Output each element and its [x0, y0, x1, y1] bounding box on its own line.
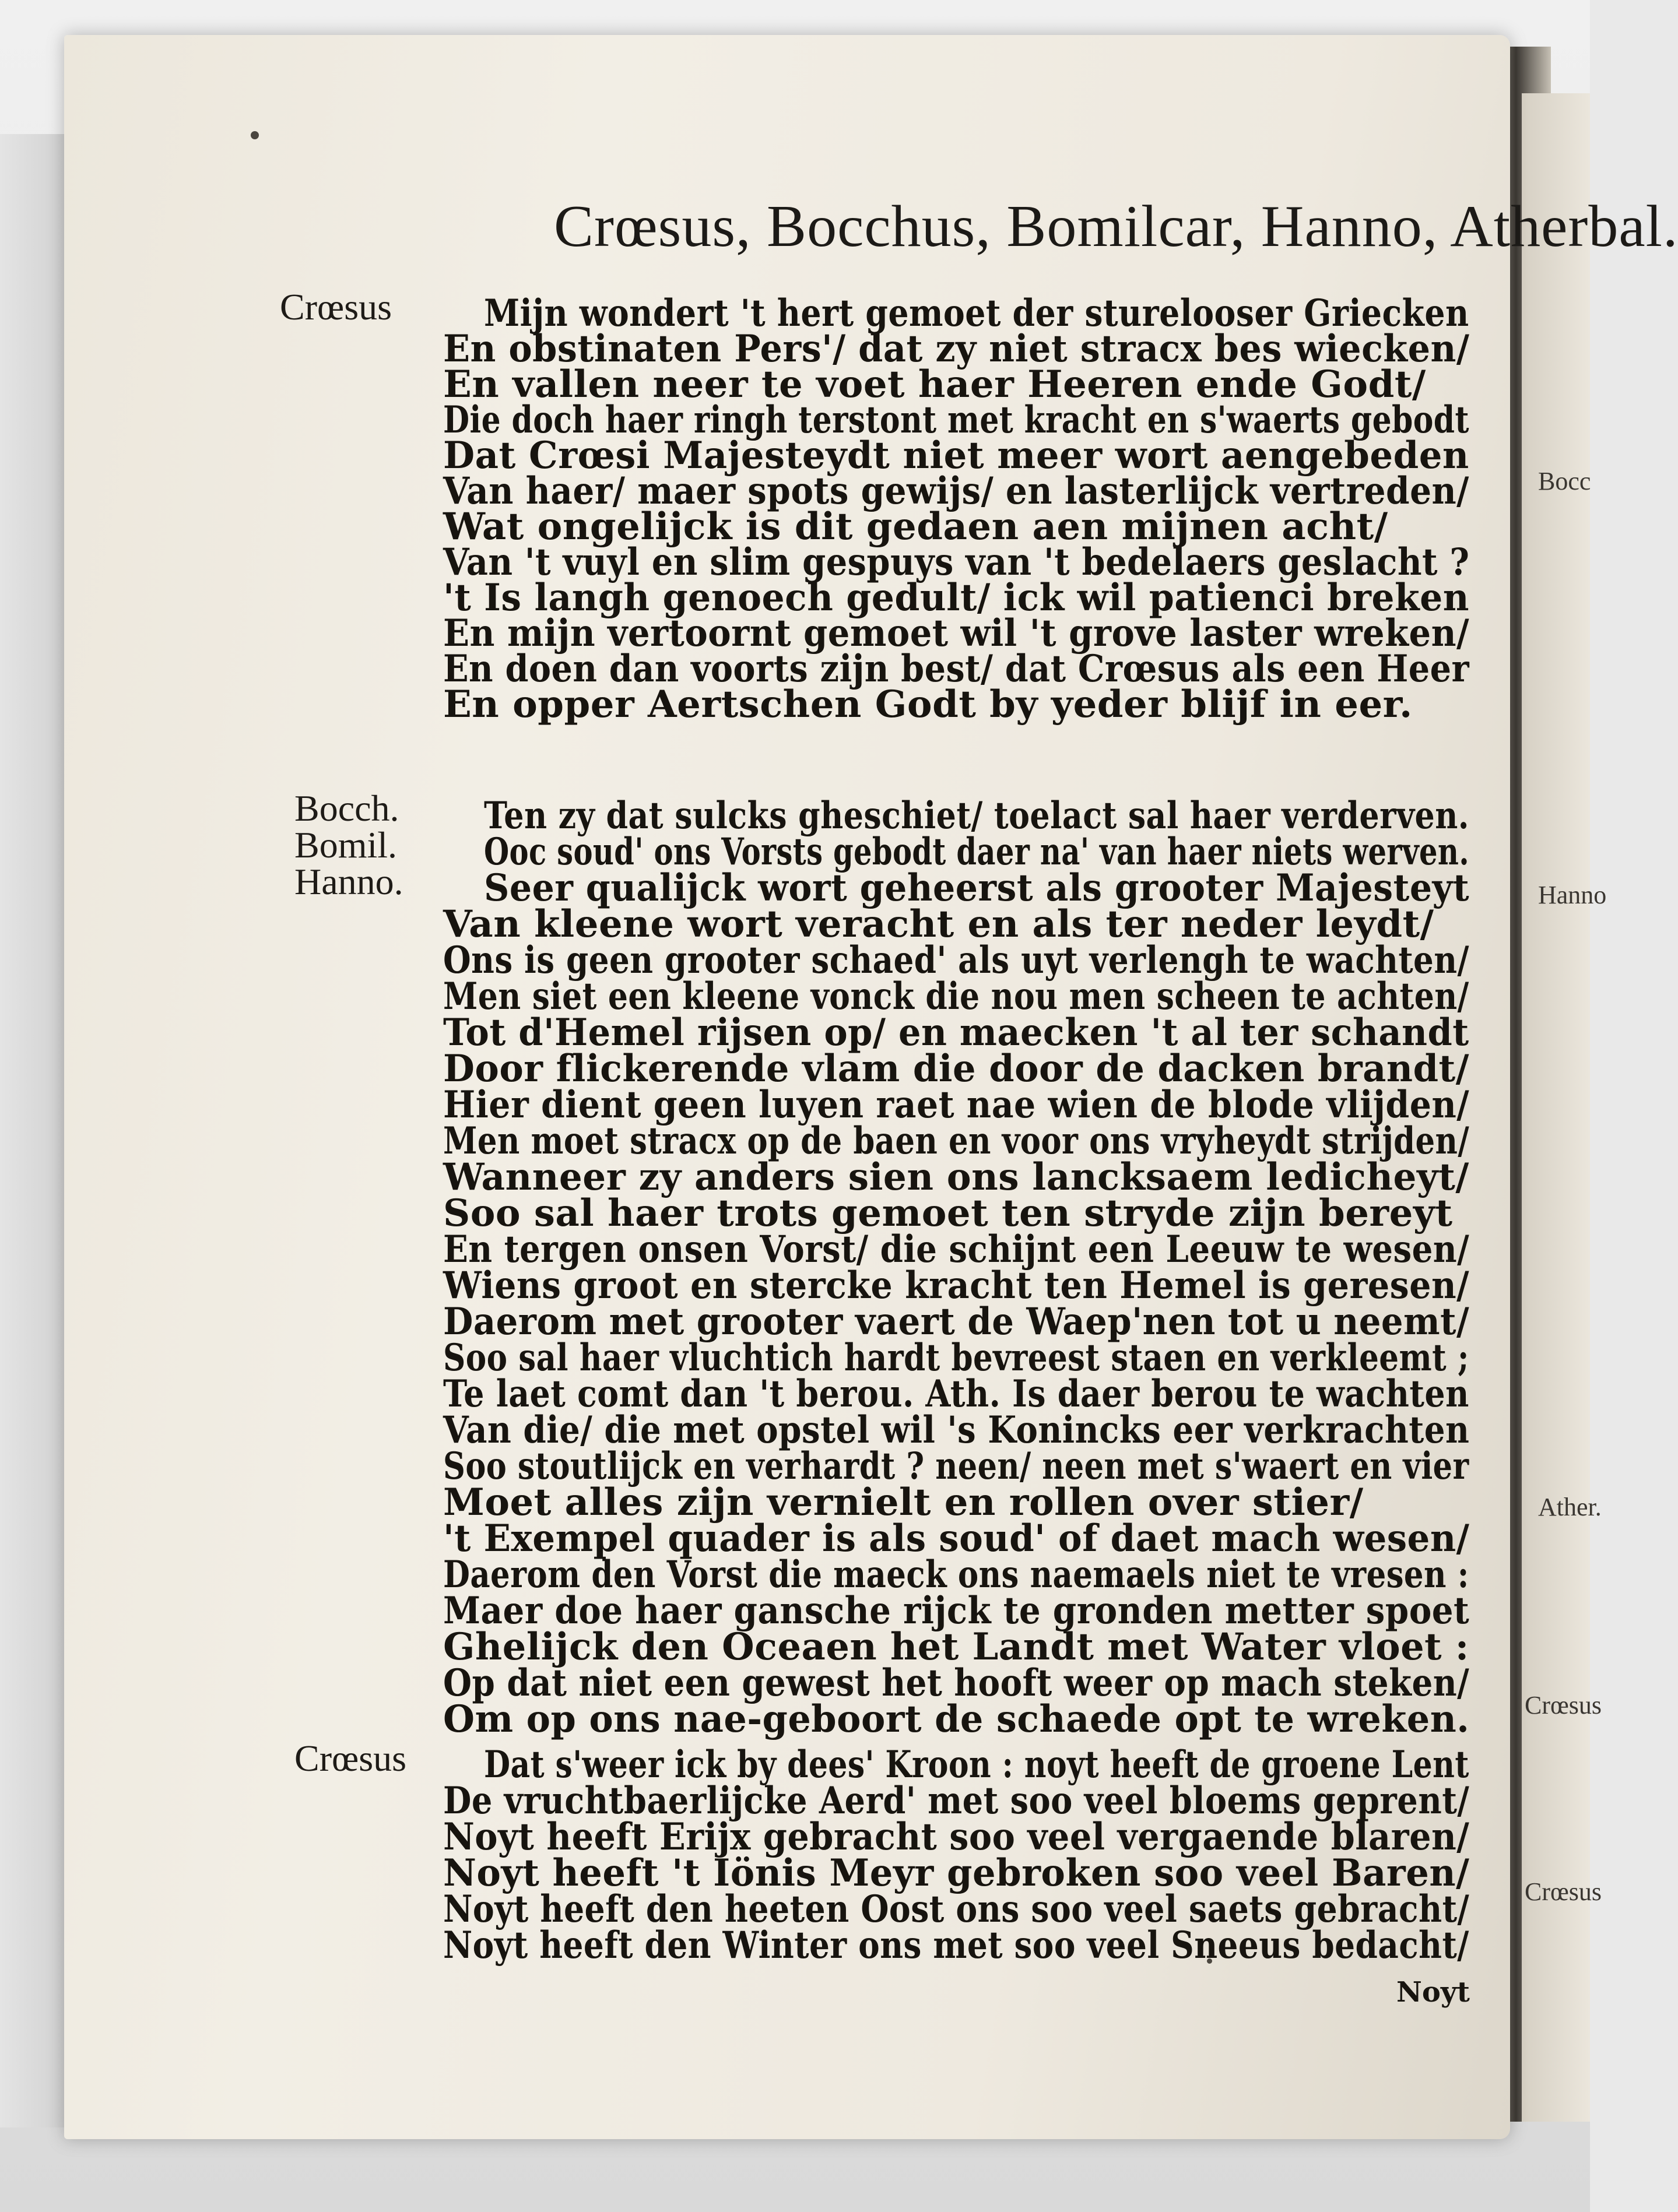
verse-line: Soo stoutlijck en verhardt ? neen/ neen met s'waert en vier [443, 1444, 1469, 1488]
ink-speck [251, 131, 259, 139]
verse-line: En tergen onsen Vorst/ die schijnt een Leeuw te wesen/ [443, 1228, 1470, 1271]
facing-page-label: Ather. [1538, 1493, 1602, 1521]
verse-line: Ons is geen grooter schaed' als uyt verlengh te wachten/ [443, 938, 1469, 982]
verse-line: Soo sal haer vluchtich hardt bevreest staen en verkleemt ; [443, 1336, 1469, 1380]
verse-line: Door flickerende vlam die door de dacken brandt/ [443, 1047, 1469, 1091]
verse-line: Dat Crœsi Majesteydt niet meer wort aengebeden [443, 434, 1469, 477]
verse-line: Wiens groot en stercke kracht ten Hemel is geresen/ [443, 1264, 1469, 1307]
verse-line: Op dat niet een gewest het hooft weer op mach steken/ [443, 1661, 1470, 1705]
verse-line: En vallen neer te voet haer Heeren ende Godt/ [443, 363, 1426, 406]
verse-line: En doen dan voorts zijn best/ dat Crœsus als een Heer [443, 647, 1470, 691]
verse-line: Van kleene wort veracht en als ter neder leydt/ [443, 902, 1434, 946]
verse-line: Tot d'Hemel rijsen op/ en maecken 't al ter schandt [443, 1011, 1469, 1054]
facing-page-label: Hanno [1538, 881, 1607, 909]
verse-line: Van haer/ maer spots gewijs/ en lasterlijck vertreden/ [443, 469, 1469, 513]
verse-line: Noyt heeft den Winter ons met soo veel Sneeus bedacht/ [443, 1923, 1469, 1967]
verse-line: Van die/ die met opstel wil 's Konincks eer verkrachten [443, 1408, 1470, 1452]
verse-line: Moet alles zijn vernielt en rollen over stier/ [443, 1480, 1364, 1524]
verse-line: Van 't vuyl en slim gespuys van 't bedelaers geslacht ? [443, 540, 1470, 584]
verse-line: Men moet stracx op de baen en voor ons vryheydt strijden/ [443, 1119, 1470, 1163]
verse-line: Men siet een kleene vonck die nou men scheen te achten/ [443, 975, 1469, 1018]
facing-page [1522, 93, 1607, 2122]
catchword: Noyt [1396, 1976, 1470, 2009]
verse-line: Wat ongelijck is dit gedaen aen mijnen acht/ [443, 505, 1388, 548]
facing-page-label: Crœsus [1525, 1691, 1602, 1719]
verse-line: En opper Aertschen Godt by yeder blijf in eer. [443, 683, 1413, 726]
facing-page-label: Crœsus [1525, 1877, 1602, 1906]
verse-line: En mijn vertoornt gemoet wil 't grove laster wreken/ [443, 611, 1470, 655]
speaker-label: Bocch. [294, 787, 399, 829]
verse-line: 't Exempel quader is als soud' of daet mach wesen/ [443, 1517, 1470, 1560]
verse-line: Soo sal haer trots gemoet ten stryde zijn bereyt [443, 1191, 1453, 1235]
verse-line: Seer qualijck wort geheerst als grooter Majesteyt [484, 866, 1470, 910]
verse-line: Maer doe haer gansche rijck te gronden metter spoet [443, 1589, 1470, 1633]
verse-line: Noyt heeft den heeten Oost ons soo veel saets gebracht/ [443, 1887, 1470, 1931]
verse-line: Ooc soud' ons Vorsts gebodt daer na' van haer niets werven. [484, 830, 1469, 874]
facing-page-label: Bocc [1538, 467, 1591, 495]
speaker-label: Hanno. [294, 861, 403, 902]
verse-line: Ghelijck den Oceaen het Landt met Water vloet : [443, 1625, 1469, 1669]
speaker-label: Crœsus [294, 1738, 407, 1779]
verse-line: Daerom den Vorst die maeck ons naemaels niet te vresen : [443, 1553, 1469, 1596]
verse-line: 't Is langh genoech gedult/ ick wil patienci breken [443, 576, 1470, 620]
verse-line: Daerom met grooter vaert de Waep'nen tot u neemt/ [443, 1300, 1470, 1344]
verse-line: Wanneer zy anders sien ons lancksaem ledicheyt/ [443, 1155, 1469, 1199]
verse-line: Die doch haer ringh terstont met kracht en s'waerts gebodt [443, 398, 1469, 442]
verse-line: En obstinaten Pers'/ dat zy niet stracx bes wiecken/ [443, 327, 1470, 371]
verse-line: Noyt heeft Erijx gebracht soo veel vergaende blaren/ [443, 1815, 1470, 1859]
running-head: Crœsus, Bocchus, Bomilcar, Hanno, Atherbal. [554, 194, 1678, 259]
verse-line: Om op ons nae-geboort de schaede opt te wreken. [443, 1697, 1470, 1741]
verse-line: Dat s'weer ick by dees' Kroon : noyt heeft de groene Lent [484, 1743, 1469, 1787]
verse-line: Ten zy dat sulcks gheschiet/ toelact sal haer verderven. [484, 794, 1469, 838]
verse-line: Noyt heeft 't Iönis Meyr gebroken soo veel Baren/ [443, 1851, 1470, 1895]
speaker-label: Crœsus [280, 286, 392, 328]
verse-line: Mijn wondert 't hert gemoet der sturelooser Griecken [484, 291, 1469, 335]
verse-line: De vruchtbaerlijcke Aerd' met soo veel bloems geprent/ [443, 1779, 1470, 1823]
verse-line: Hier dient geen luyen raet nae wien de blode vlijden/ [443, 1083, 1470, 1127]
verse-line: Te laet comt dan 't berou. Ath. Is daer berou te wachten [443, 1372, 1469, 1416]
speaker-label: Bomil. [294, 824, 398, 866]
